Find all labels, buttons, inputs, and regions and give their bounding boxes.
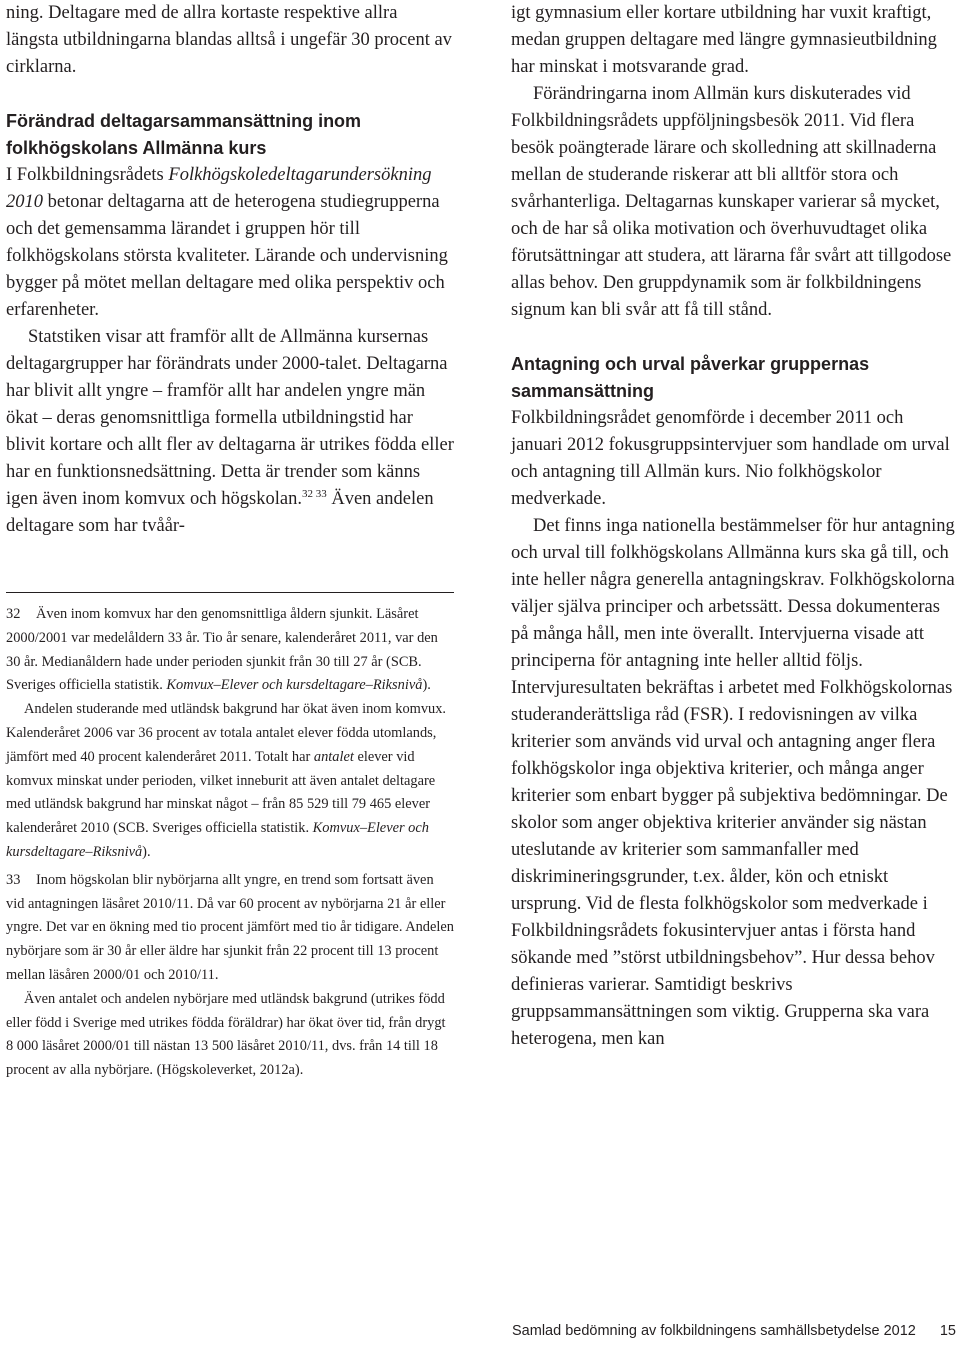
page-number: 15 <box>939 1323 956 1339</box>
page-footer <box>512 1322 956 1340</box>
section-heading-antagning: Antagning och urval påverkar gruppernas sammansättning <box>511 354 870 401</box>
paragraph-gymnasium: igt gymnasium eller kortare utbildning har vuxit kraftigt, medan gruppen deltagare med längre gymnasieutbildning har minskat i motsvarande grad. <box>511 3 937 77</box>
footnote-33-continued: Även antalet och andelen nybörjare med utländsk bakgrund (utrikes född eller född i Sverige med utrikes födda föräldrar) har ökat över tid, från drygt 8 000 läsåret 2000/01 till nästan 13 500 läsåret 2010/11, dvs. från 14 till 18 procent av alla nybörjare. (Högskoleverket, 2012a). <box>6 990 446 1079</box>
footnote-ref-32-33[interactable]: 32 33 <box>301 488 327 500</box>
left-column <box>6 0 454 540</box>
footnote-33: 33 Inom högskolan blir nybörjarna allt yngre, en trend som fortsatt även vid antagningen läsåret 2010/11. Då var 60 procent av nybörjarna 21 år eller yngre. Det var en ökning med tio procent jämfört med tio år tidigare. Andelen nybörjare som är 30 år eller äldre har sjunkit från 22 procent till 13 procent mellan läsåren 2000/01 och 2010/11. <box>6 871 454 983</box>
paragraph-undersokning: I Folkbildningsrådets Folkhögskoledeltagarundersökning 2010 betonar deltagarna att de heterogena studiegrupperna och det gemensamma lärandet i gruppen hör till folkhögskolans största kvaliteter. Lärande och undervisning bygger på mötet mellan deltagare med olika perspektiv och erfarenheter. <box>6 165 448 320</box>
footnotes <box>6 603 454 1083</box>
paragraph-statistik: Statstiken visar att framför allt de Allmänna kursernas deltagargrupper har förändrats under 2000-talet. Deltagarna har blivit allt yngre – framför allt har andelen yngre män ökat – deras genomsnittliga formella utbildningstid har blivit kortare och allt fler av deltagarna är utrikes födda eller har en funktionsnedsättning. Detta är trender som känns igen även inom komvux och högskolan.$^{32 33}$ Även andelen deltagare som har tvåår- <box>6 327 454 536</box>
footer-title: Samlad bedömning av folkbildningens samhällsbetydelse 2012 <box>512 1323 916 1339</box>
right-column <box>511 0 959 1053</box>
footnote-32: 32 Även inom komvux har den genomsnittliga åldern sjunkit. Läsåret 2000/2001 var medelåldern 33 år. Tio år senare, kalenderåret 2011, var den 30 år. Medianåldern hade under perioden sjunkit från 30 till 27 år (SCB. Sveriges officiella statistik. Komvux–Elever och kursdeltagare–Riksnivå). <box>6 606 438 694</box>
intro-paragraph: ning. Deltagare med de allra kortaste respektive allra längsta utbildningarna blandas alltså i ungefär 30 procent av cirklarna. <box>6 3 452 77</box>
footnote-32-continued: Andelen studerande med utländsk bakgrund har ökat även inom komvux. Kalenderåret 2006 var 36 procent av totala antalet elever födda utomlands, jämfört med 40 procent kalenderåret 2011. Totalt har antalet elever vid komvux minskat under perioden, vilket inneburit att även antalet deltagare med utländsk bakgrund har minskat något – från 85 529 till 79 465 elever kalenderåret 2010 (SCB. Sveriges officiella statistik. Komvux–Elever och kursdeltagare–Riksnivå). <box>6 701 447 860</box>
section-heading-deltagarsammansattning: Förändrad deltagarsammansättning inom folkhögskolans Allmänna kurs <box>6 111 362 158</box>
paragraph-fokusgrupper: Folkbildningsrådet genomförde i december 2011 och januari 2012 fokusgruppsintervjuer som handlade om urval och antagning till Allmän kurs. Nio folkhögskolor medverkade. <box>511 408 950 509</box>
paragraph-bestammelser: Det finns inga nationella bestämmelser för hur antagning och urval till folkhögskolans Allmänna kurs ska gå till, och inte heller några generella antagningskrav. Folkhögskolorna väljer själva principer och arbetssätt. Dessa dokumenteras på många håll, men inte överallt. Intervjuerna visade att principerna för antagning inte heller alltid följs. Intervjuresultaten bekräftas i arbetet med Folkhögskolornas studeranderättsliga råd (FSR). I redovisningen av vilka kriterier som används vid urval och antagning anger flera folkhögskolor inga objektiva kriterier, och många anger kriterier som enbart bygger på subjektiva bedömningar. De skolor som anger objektiva kriterier använder sig nästan uteslutande av kriterier som sammanfaller med diskrimineringsgrunder, t.ex. ålder, kön och etniskt ursprung. Vid de flesta folkhögskolor som medverkade i Folkbildningsrådets fokusintervjuer antas i första hand sökande med ”störst utbildningsbehov”. Hur dessa behov definieras varierar. Samtidigt beskrivs gruppsammansättningen som viktig. Grupperna ska vara heterogena, men kan <box>511 516 955 1049</box>
footnote-divider <box>6 592 454 593</box>
paragraph-forandringarna: Förändringarna inom Allmän kurs diskuterades vid Folkbildningsrådets uppföljningsbesök 2011. Vid flera besök poängterade lärare och skolledning att skillnaderna mellan de studerande riskerar att bli alltför stora och svårhanterliga. Deltagarnas kunskaper varierar så mycket, och de har så olika motivation och överhuvudtaget olika förutsättningar att studera, att lärarna får svårt att tillgodose allas behov. Den gruppdynamik som är folkbildningens signum kan bli svår att få till stånd. <box>511 84 952 320</box>
